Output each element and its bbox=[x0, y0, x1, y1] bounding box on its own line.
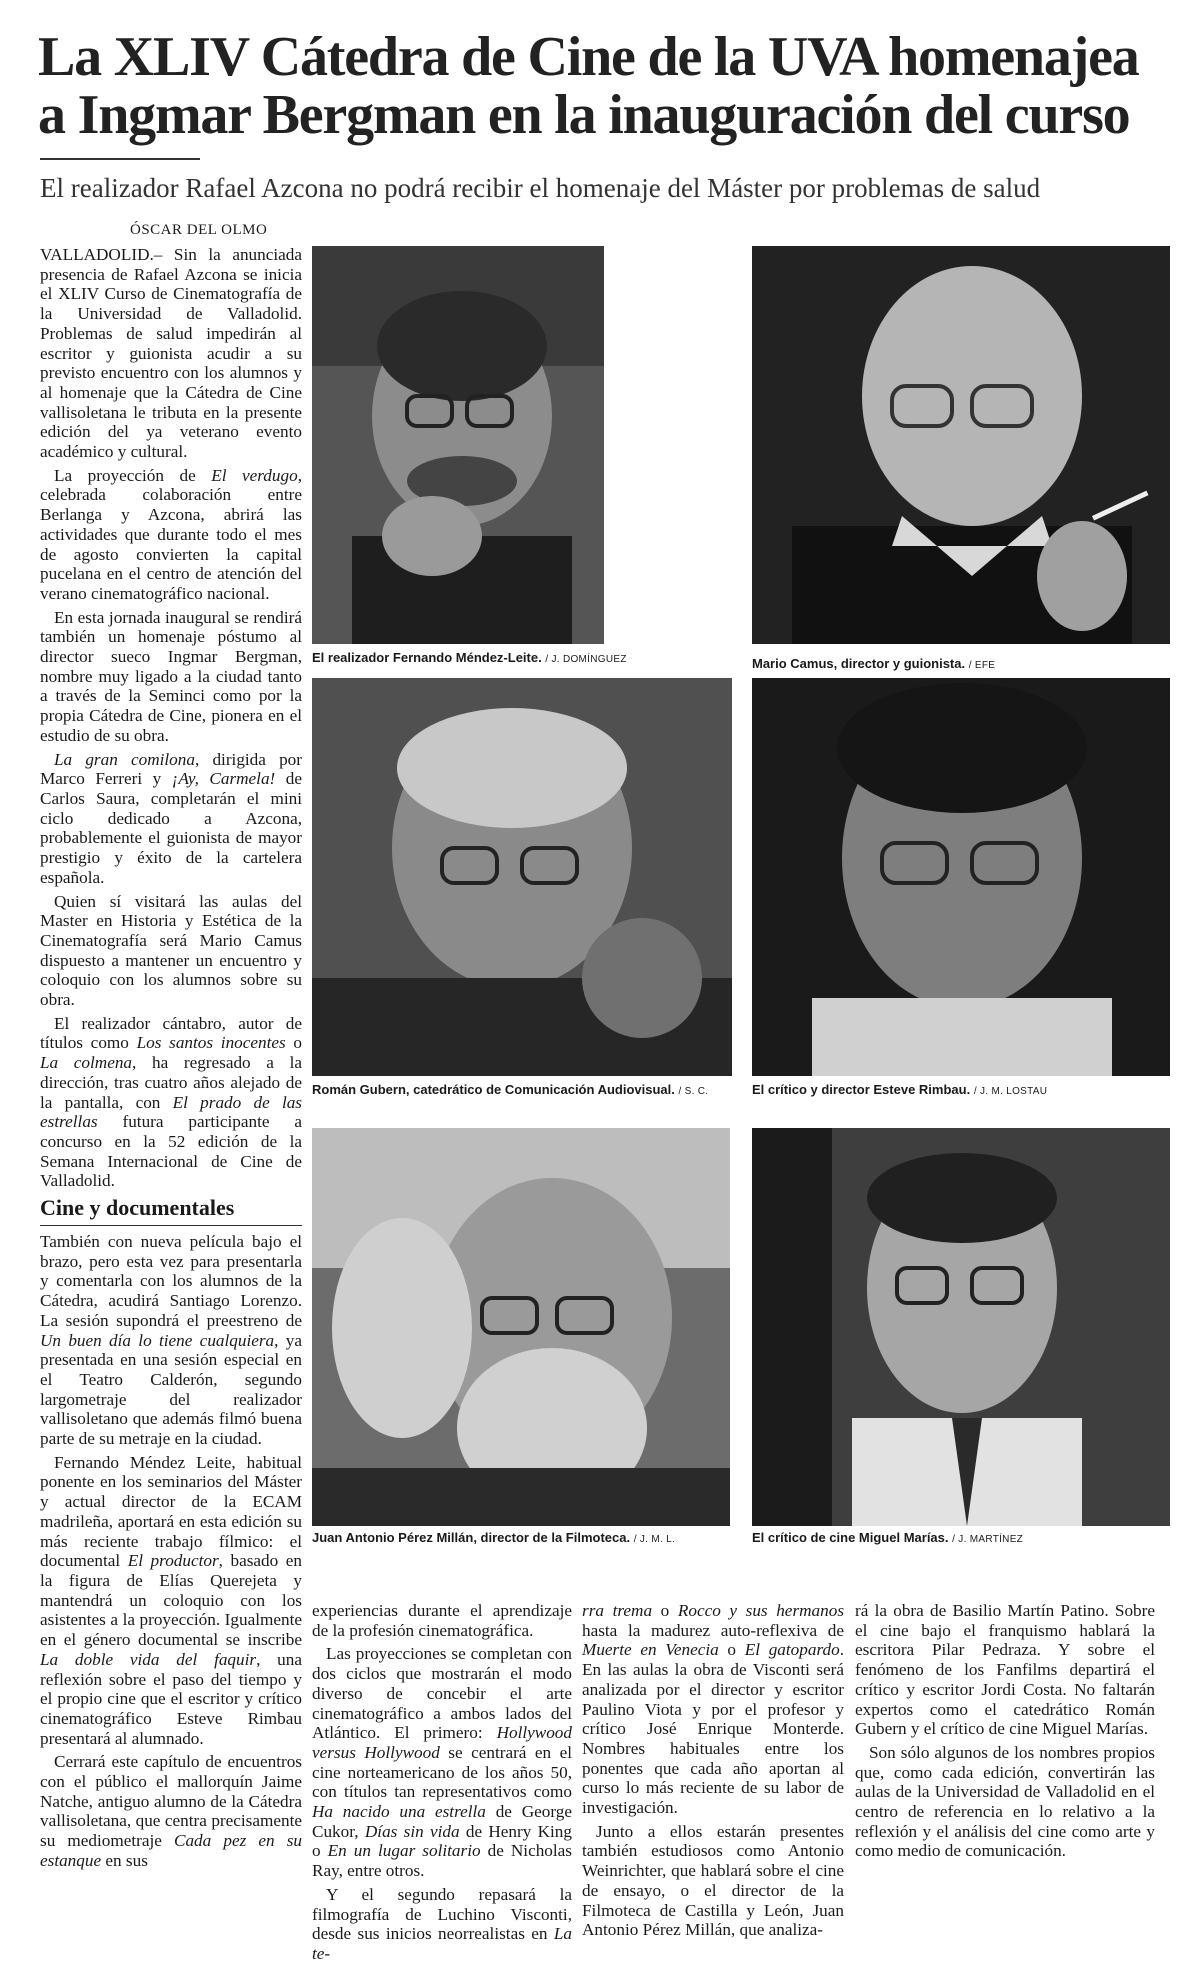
headline-divider bbox=[40, 158, 200, 160]
photo-caption: El crítico de cine Miguel Marías. / J. MARTÍNEZ bbox=[752, 1530, 1024, 1545]
paragraph: En esta jornada inaugural se rendirá también un homenaje póstumo al director sueco Ingmar Bergman, nombre muy ligado a la ciudad tanto a través de la Seminci como por la propia Cátedra de Cine, pionera en el estudio de su obra. bbox=[40, 607, 302, 745]
paragraph: VALLADOLID.– Sin la anunciada presencia de Rafael Azcona se inicia el XLIV Curso de Cinematografía de la Universidad de Valladolid. Problemas de salud impedirán al escritor y guionista acudir a su previsto encuentro con los alumnos y al homenaje que la Cátedra de Cine vallisoletana le tributa en la presente edición del ya veterano evento académico y cultural. bbox=[40, 245, 302, 462]
paragraph: Quien sí visitará las aulas del Master en Historia y Estética de la Cinematografía será Mario Camus dispuesto a mantener un encuentro y coloquio con los alumnos sobre su obra. bbox=[40, 891, 302, 1010]
photo-caption: Mario Camus, director y guionista. / EFE bbox=[752, 656, 996, 671]
paragraph: Fernando Méndez Leite, habitual ponente en los seminarios del Máster y actual director de la ECAM madrileña, aportará en esta edición su más reciente trabajo fílmico: el documental El productor, basado en la figura de Elías Querejeta y mantendrá un coloquio con los asistentes a la proyección. Igualmente en el género documental se inscribe La doble vida del faquir, una reflexión sobre el paso del tiempo y el propio cine que el escritor y crítico cinematográfico Esteve Rimbau presentará al alumnado. bbox=[40, 1452, 303, 1748]
photo-caption: El realizador Fernando Méndez-Leite. / J. DOMÍNGUEZ bbox=[312, 650, 627, 665]
paragraph: La proyección de El verdugo, celebrada colaboración entre Berlanga y Azcona, abrirá las actividades que durante todo el mes de agosto convierten la capital pucelana en el centro de atención del verano cinematográfico nacional. bbox=[40, 465, 302, 603]
photo-esteve-rimbau bbox=[752, 678, 1170, 1076]
paragraph: La gran comilona, dirigida por Marco Ferreri y ¡Ay, Carmela! de Carlos Saura, completarán el mini ciclo dedicado a Azcona, probablemente el guionista de mayor prestigio y éxito de la cartelera española. bbox=[40, 749, 303, 887]
section-divider bbox=[40, 1225, 302, 1226]
paragraph: Son sólo algunos de los nombres propios que, como cada edición, convertirán las aulas de la Universidad de Valladolid en el centro de referencia en lo relativo a la reflexión y el análisis del cine como arte y como medio de comunicación. bbox=[855, 1742, 1155, 1861]
paragraph: El realizador cántabro, autor de títulos como Los santos inocentes o La colmena, ha regresado a la dirección, tras cuatro años alejado de la pantalla, con El prado de las estrellas futura participante a concurso en la 52 edición de la Semana Internacional de Cine de Valladolid. bbox=[40, 1013, 303, 1191]
article-column-1 bbox=[40, 245, 302, 1875]
section-subtitle: Cine y documentales bbox=[40, 1195, 235, 1221]
subheadline: El realizador Rafael Azcona no podrá recibir el homenaje del Máster por problemas de salud bbox=[40, 173, 1041, 203]
headline bbox=[38, 28, 1178, 144]
paragraph: Las proyecciones se completan con dos ciclos que mostrarán el modo diverso de concebir el arte cinematográfico a ambos lados del Atlántico. El primero: Hollywood versus Hollywood se centrará en el cine norteamericano de los años 50, con títulos tan representativos como Ha nacido una estrella de George Cukor, Días sin vida de Henry King o En un lugar solitario de Nicholas Ray, entre otros. bbox=[312, 1644, 573, 1881]
article-column-2 bbox=[312, 1601, 572, 1968]
paragraph: rá la obra de Basilio Martín Patino. Sobre el cine bajo el franquismo hablará la escritora Pilar Pedraza. Y sobre el fenómeno de los Fanfilms departirá el crítico y escritor Jordi Costa. No faltarán expertos como el catedrático Román Gubern y el crítico de cine Miguel Marías. bbox=[855, 1601, 1155, 1739]
photo-caption: Román Gubern, catedrático de Comunicación Audiovisual. / S. C. bbox=[312, 1082, 709, 1097]
photo-caption: El crítico y director Esteve Rimbau. / J. M. LOSTAU bbox=[752, 1082, 1048, 1097]
paragraph: Cerrará este capítulo de encuentros con el público el mallorquín Jaime Natche, antiguo alumno de la Cátedra vallisoletana, que centra precisamente su mediometraje Cada pez en su estanque en sus bbox=[40, 1752, 302, 1870]
paragraph: También con nueva película bajo el brazo, pero esta vez para presentarla y comentarla con los alumnos de la Cátedra, acudirá Santiago Lorenzo. La sesión supondrá el preestreno de Un buen día lo tiene cualquiera, ya presentada en una sesión especial en el Teatro Calderón, segundo largometraje del realizador vallisoletano que además filmó buena parte de su metraje en la ciudad. bbox=[40, 1232, 302, 1449]
article-column-4 bbox=[855, 1601, 1155, 1865]
photo-miguel-marias bbox=[752, 1128, 1170, 1526]
paragraph: rra trema o Rocco y sus hermanos hasta la madurez auto-reflexiva de Muerte en Venecia o El gatopardo. En las aulas la obra de Visconti será analizada por el director y escritor Paulino Viota y por el profesor y crítico José Enrique Monterde. Nombres habituales entre los ponentes que cada año aportan al curso lo más reciente de su labor de investigación. bbox=[582, 1601, 845, 1818]
photo-fernando-mendez-leite bbox=[312, 246, 604, 644]
article-column-3 bbox=[582, 1601, 844, 1944]
byline: ÓSCAR DEL OLMO bbox=[130, 222, 268, 238]
headline-line-1: La XLIV Cátedra de Cine de la UVA homenajea bbox=[38, 26, 1139, 88]
headline-line-2: a Ingmar Bergman en la inauguración del curso bbox=[38, 84, 1130, 146]
photo-caption: Juan Antonio Pérez Millán, director de la Filmoteca. / J. M. L. bbox=[312, 1530, 676, 1545]
photo-mario-camus bbox=[752, 246, 1170, 644]
paragraph: Junto a ellos estarán presentes también estudiosos como Antonio Weinrichter, que hablará sobre el cine de ensayo, o el director de la Filmoteca de Castilla y León, Juan Antonio Pérez Millán, que analiza- bbox=[582, 1821, 844, 1940]
photo-juan-antonio-perez-millan bbox=[312, 1128, 730, 1526]
paragraph: experiencias durante el aprendizaje de la profesión cinematográfica. bbox=[312, 1601, 572, 1640]
photo-roman-gubern bbox=[312, 678, 732, 1076]
paragraph: Y el segundo repasará la filmografía de Luchino Visconti, desde sus inicios neorrealistas en La te- bbox=[312, 1884, 572, 1963]
